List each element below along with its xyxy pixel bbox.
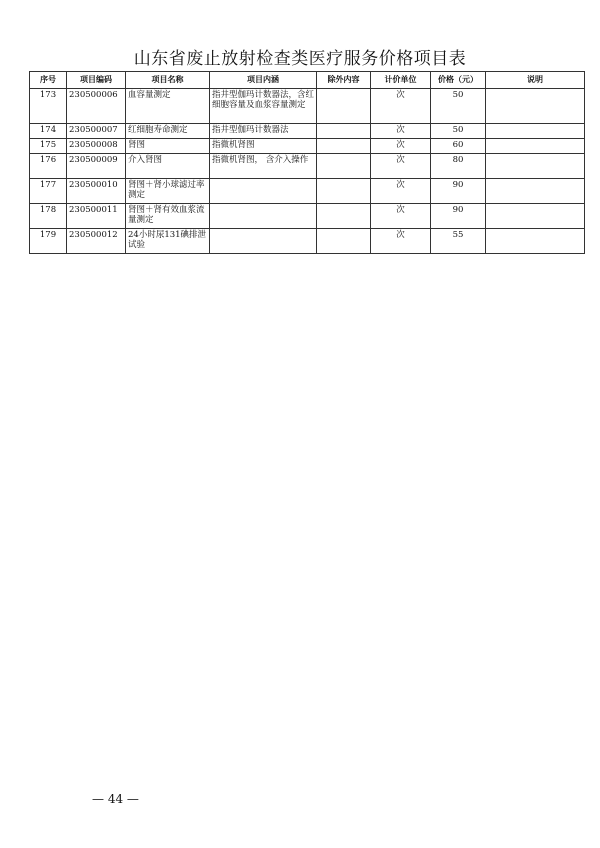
cell-price: 55 bbox=[431, 229, 486, 254]
cell-content: 指井型伽玛计数器法，含红细胞容量及血浆容量测定 bbox=[210, 89, 317, 124]
cell-code: 230500011 bbox=[67, 204, 126, 229]
cell-name: 血容量测定 bbox=[126, 89, 210, 124]
cell-code: 230500007 bbox=[67, 124, 126, 139]
cell-note bbox=[486, 154, 585, 179]
cell-unit: 次 bbox=[371, 154, 431, 179]
document-title: 山东省废止放射检查类医疗服务价格项目表 bbox=[133, 49, 467, 69]
header-exclusion: 除外内容 bbox=[317, 72, 371, 89]
table-header-row bbox=[30, 72, 585, 89]
cell-content: 指微机肾图， 含介入操作 bbox=[210, 154, 317, 179]
cell-content: 指井型伽玛计数器法 bbox=[210, 124, 317, 139]
cell-unit: 次 bbox=[371, 124, 431, 139]
cell-no: 179 bbox=[30, 229, 67, 254]
price-table bbox=[29, 71, 585, 254]
cell-note bbox=[486, 179, 585, 204]
cell-name: 24小时尿131碘排泄试验 bbox=[126, 229, 210, 254]
cell-content bbox=[210, 229, 317, 254]
cell-name: 肾图 bbox=[126, 139, 210, 154]
cell-exclusion bbox=[317, 179, 371, 204]
cell-content bbox=[210, 204, 317, 229]
table-row bbox=[30, 154, 585, 179]
cell-exclusion bbox=[317, 139, 371, 154]
cell-exclusion bbox=[317, 229, 371, 254]
cell-unit: 次 bbox=[371, 229, 431, 254]
table-row bbox=[30, 89, 585, 124]
header-no: 序号 bbox=[30, 72, 67, 89]
header-price: 价格（元） bbox=[431, 72, 486, 89]
cell-exclusion bbox=[317, 89, 371, 124]
header-code: 项目编码 bbox=[67, 72, 126, 89]
cell-content bbox=[210, 179, 317, 204]
cell-note bbox=[486, 139, 585, 154]
cell-note bbox=[486, 124, 585, 139]
cell-note bbox=[486, 204, 585, 229]
cell-price: 90 bbox=[431, 204, 486, 229]
table-row bbox=[30, 204, 585, 229]
header-name: 项目名称 bbox=[126, 72, 210, 89]
cell-code: 230500012 bbox=[67, 229, 126, 254]
cell-no: 176 bbox=[30, 154, 67, 179]
cell-exclusion bbox=[317, 204, 371, 229]
cell-unit: 次 bbox=[371, 204, 431, 229]
cell-content: 指微机肾图 bbox=[210, 139, 317, 154]
cell-name: 肾图＋肾小球滤过率测定 bbox=[126, 179, 210, 204]
cell-price: 50 bbox=[431, 124, 486, 139]
table-row bbox=[30, 124, 585, 139]
cell-code: 230500009 bbox=[67, 154, 126, 179]
cell-exclusion bbox=[317, 154, 371, 179]
header-unit: 计价单位 bbox=[371, 72, 431, 89]
cell-code: 230500010 bbox=[67, 179, 126, 204]
cell-unit: 次 bbox=[371, 89, 431, 124]
cell-price: 60 bbox=[431, 139, 486, 154]
cell-code: 230500008 bbox=[67, 139, 126, 154]
table-row bbox=[30, 229, 585, 254]
cell-note bbox=[486, 229, 585, 254]
cell-unit: 次 bbox=[371, 179, 431, 204]
cell-unit: 次 bbox=[371, 139, 431, 154]
cell-code: 230500006 bbox=[67, 89, 126, 124]
cell-name: 红细胞寿命测定 bbox=[126, 124, 210, 139]
cell-name: 肾图＋肾有效血浆流量测定 bbox=[126, 204, 210, 229]
cell-no: 173 bbox=[30, 89, 67, 124]
cell-no: 178 bbox=[30, 204, 67, 229]
cell-no: 177 bbox=[30, 179, 67, 204]
header-content: 项目内涵 bbox=[210, 72, 317, 89]
cell-no: 174 bbox=[30, 124, 67, 139]
table-row bbox=[30, 139, 585, 154]
table-row bbox=[30, 179, 585, 204]
cell-name: 介入肾图 bbox=[126, 154, 210, 179]
cell-price: 80 bbox=[431, 154, 486, 179]
cell-exclusion bbox=[317, 124, 371, 139]
cell-note bbox=[486, 89, 585, 124]
cell-no: 175 bbox=[30, 139, 67, 154]
cell-price: 50 bbox=[431, 89, 486, 124]
header-note: 说明 bbox=[486, 72, 585, 89]
cell-price: 90 bbox=[431, 179, 486, 204]
page-number: — 44 — bbox=[92, 792, 139, 806]
